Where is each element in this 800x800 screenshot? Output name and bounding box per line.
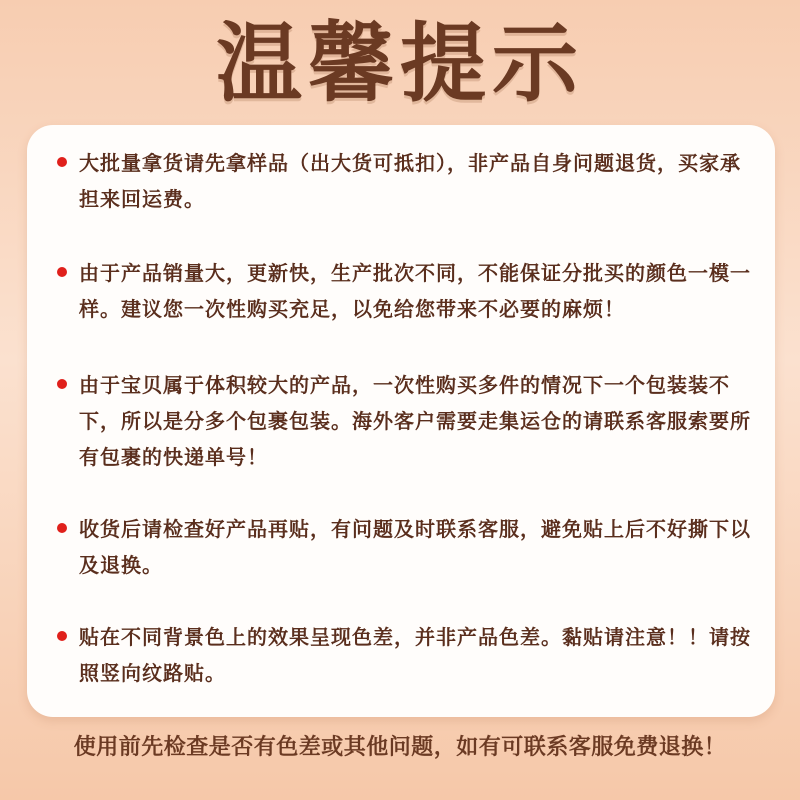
bullet-dot-icon xyxy=(57,379,67,389)
notice-text: 收货后请检查好产品再贴，有问题及时联系客服，避免贴上后不好撕下以及退换。 xyxy=(79,517,751,577)
notice-item xyxy=(57,511,757,583)
footer-note: 使用前先检查是否有色差或其他问题，如有可联系客服免费退换！ xyxy=(73,735,727,760)
bullet-dot-icon xyxy=(57,523,67,533)
bullet-dot-icon xyxy=(57,631,67,641)
notice-text: 大批量拿货请先拿样品（出大货可抵扣），非产品自身问题退货，买家承担来回运费。 xyxy=(79,151,741,211)
notice-text: 由于宝贝属于体积较大的产品，一次性购买多件的情况下一个包装装不下，所以是分多个包裹包装。海外客户需要走集运仓的请联系客服索要所有包裹的快递单号！ xyxy=(79,373,751,469)
notice-text: 贴在不同背景色上的效果呈现色差，并非产品色差。黏贴请注意！！请按照竖向纹路贴。 xyxy=(79,625,751,685)
bullet-dot-icon xyxy=(57,267,67,277)
notice-card xyxy=(27,125,775,717)
bullet-dot-icon xyxy=(57,157,67,167)
notice-item xyxy=(57,145,757,217)
notice-item xyxy=(57,255,757,327)
page-title: 温馨提示 xyxy=(216,14,584,114)
notice-item xyxy=(57,367,757,475)
notice-item xyxy=(57,619,757,691)
notice-text: 由于产品销量大，更新快，生产批次不同，不能保证分批买的颜色一模一样。建议您一次性购买充足，以免给您带来不必要的麻烦！ xyxy=(79,261,751,321)
